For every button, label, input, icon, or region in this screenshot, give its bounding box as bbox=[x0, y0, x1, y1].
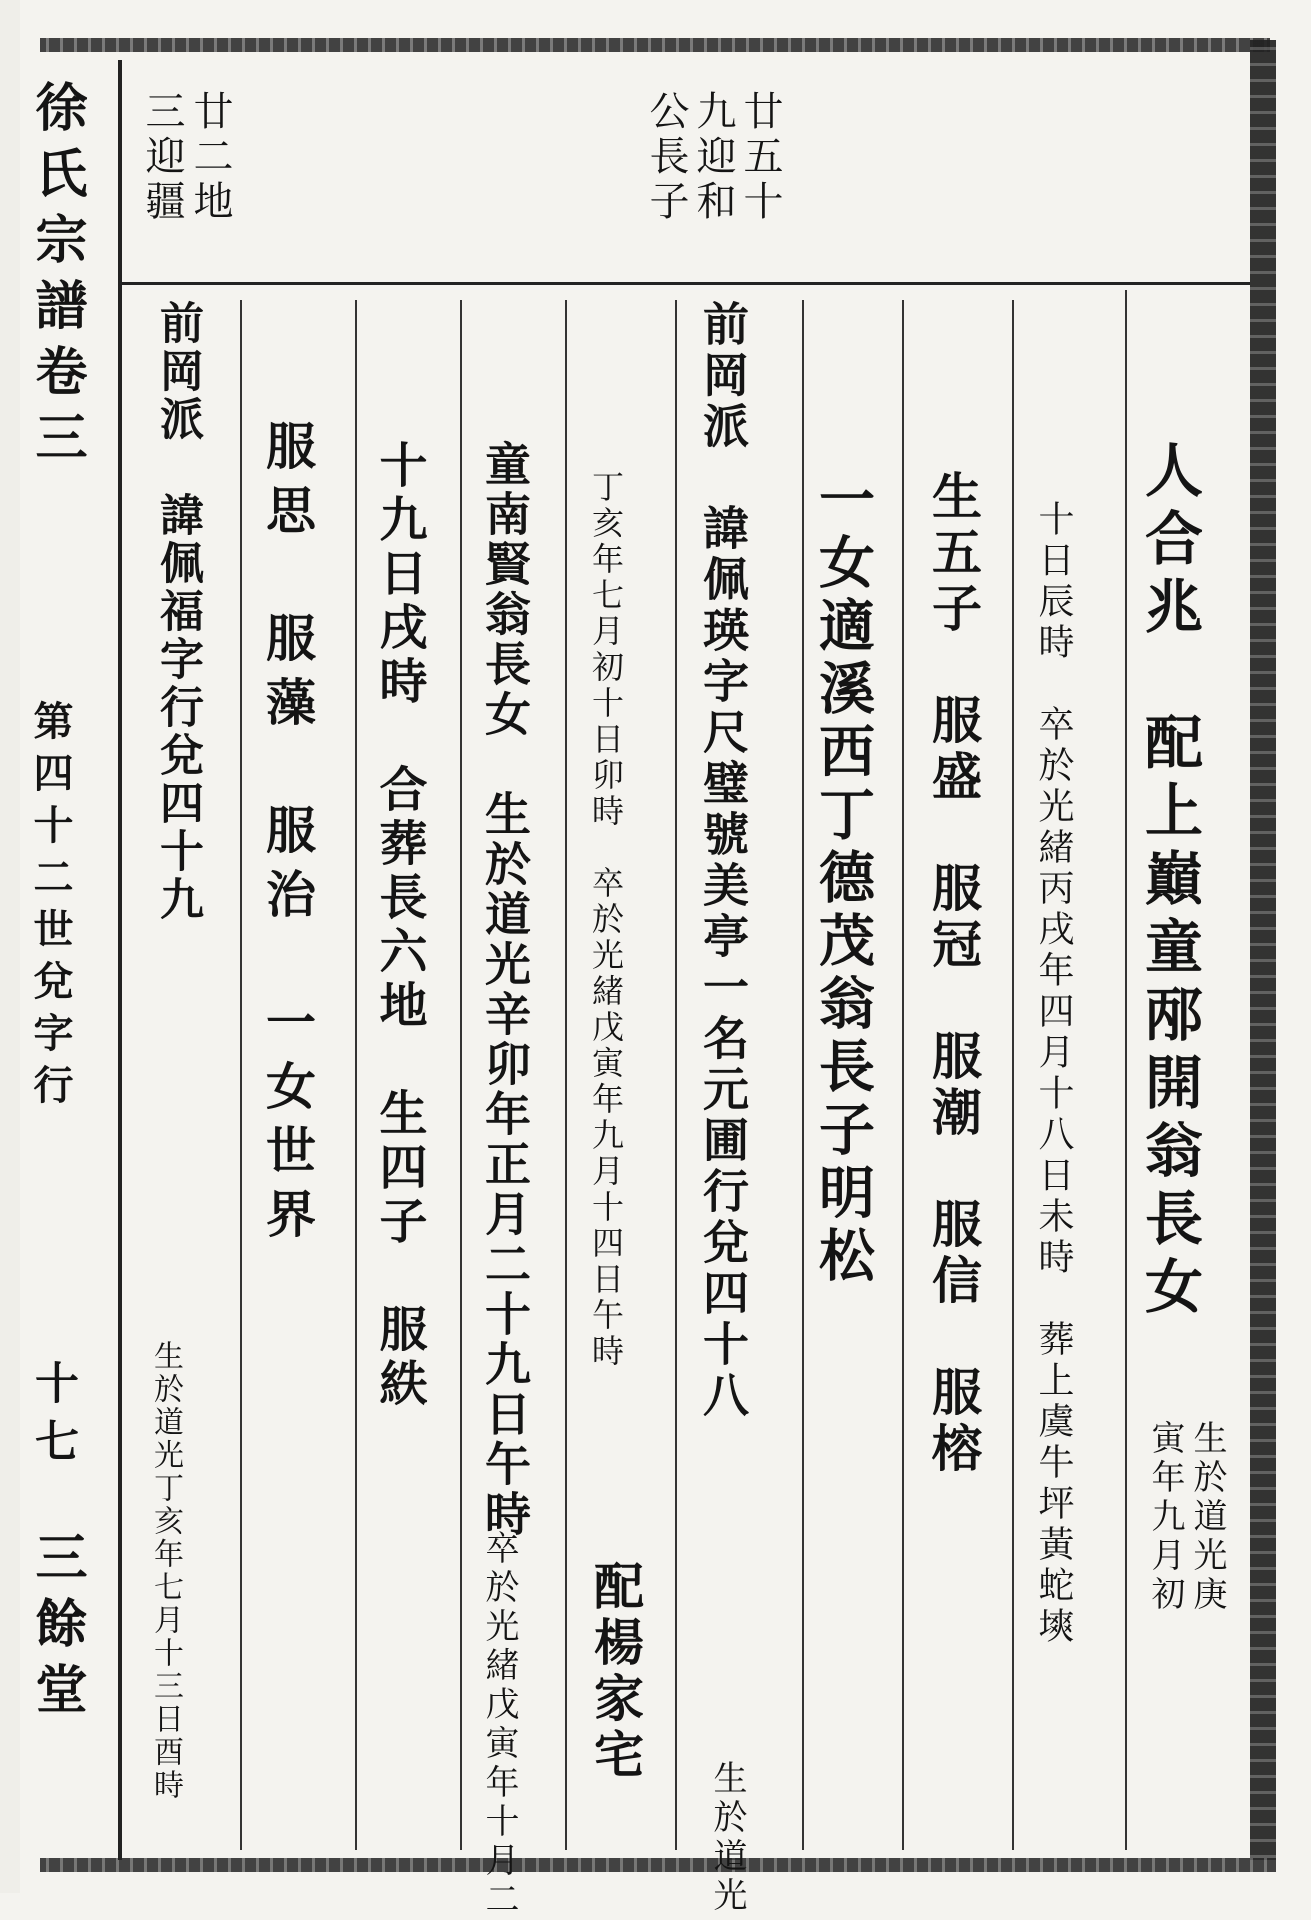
text-column-4: 一女適溪西丁德茂翁長子明松 bbox=[810, 470, 876, 1289]
text-column-7: 童南賢翁長女 生於道光辛卯年正月二十九日午時 bbox=[478, 440, 532, 1540]
column-rule bbox=[240, 300, 242, 1850]
column-rule bbox=[355, 300, 357, 1850]
header-note-line: 公長子 bbox=[643, 90, 689, 225]
text-column-8: 十九日戌時 合葬長六地 生四子 服紩 bbox=[371, 440, 427, 1412]
column-rule bbox=[565, 300, 567, 1850]
header-note-line: 九迎和 bbox=[690, 90, 736, 225]
column-rule bbox=[802, 300, 804, 1850]
page-border-bottom bbox=[40, 1858, 1276, 1872]
column-rule bbox=[902, 300, 904, 1850]
hall-name: 三餘堂 bbox=[26, 1530, 87, 1728]
text-column-1-note-a: 生於道光庚 bbox=[1187, 1420, 1227, 1615]
text-column-2: 十日辰時 卒於光緒丙戌年四月十八日未時 葬上虞牛坪黃蛇塽 bbox=[1033, 500, 1074, 1648]
column-rule bbox=[1012, 300, 1014, 1850]
page-border-right bbox=[1250, 40, 1276, 1860]
text-column-6-spouse: 配楊家宅 bbox=[586, 1560, 645, 1784]
text-column-3: 生五子 服盛 服冠 服潮 服信 服榕 bbox=[924, 470, 983, 1478]
text-column-5: 前岡派 諱佩瑛字尺璧號美亭一名元圃行兌四十八 bbox=[696, 300, 750, 1422]
text-column-7-note: 卒於光緒戊寅年十月二 bbox=[479, 1530, 519, 1920]
header-note-line: 三迎疆 bbox=[139, 90, 185, 225]
scan-left-edge bbox=[0, 0, 20, 1893]
book-title: 徐氏宗譜卷三 bbox=[26, 80, 87, 476]
text-column-6: 丁亥年七月初十日卯時 卒於光緒戊寅年九月十四日午時 bbox=[587, 470, 625, 1370]
header-note-line: 廿二地 bbox=[187, 90, 233, 225]
header-note-line: 廿五十 bbox=[737, 90, 783, 225]
page-number: 十七 bbox=[27, 1360, 78, 1476]
text-column-10-note: 生於道光丁亥年七月十三日酉時 bbox=[148, 1340, 183, 1802]
column-rule bbox=[1125, 290, 1127, 1850]
text-column-1-note-b: 寅年九月初 bbox=[1145, 1420, 1185, 1615]
generation-label: 第四十二世兌字行 bbox=[27, 700, 74, 1116]
text-column-10: 前岡派 諱佩福字行兌四十九 bbox=[152, 300, 203, 924]
text-column-5-note: 生於道光 bbox=[707, 1760, 747, 1916]
text-column-1: 人合兆 配上巔童邴開翁長女 bbox=[1135, 440, 1203, 1324]
gutter-divider bbox=[118, 60, 122, 1860]
header-rule bbox=[122, 282, 1250, 285]
text-column-9: 服思 服藻 服治 一女世界 bbox=[258, 420, 317, 1252]
page-border-top bbox=[40, 38, 1270, 52]
column-rule bbox=[675, 300, 677, 1850]
column-rule bbox=[460, 300, 462, 1850]
